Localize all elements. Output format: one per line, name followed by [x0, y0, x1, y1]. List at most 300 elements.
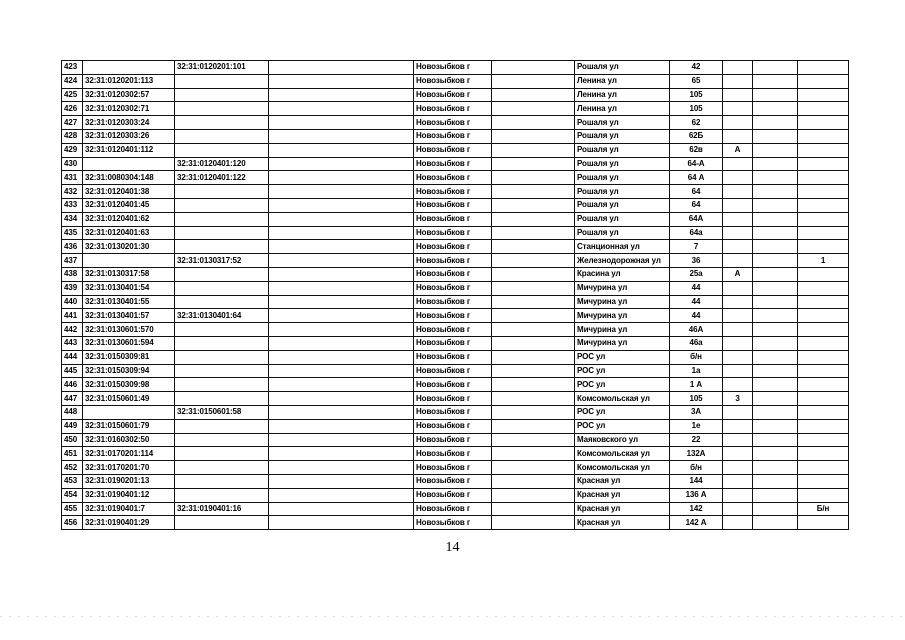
cell-cadastral-number: 32:31:0130401:57 [83, 309, 175, 323]
cell-street: Железнодорожная ул [575, 254, 670, 268]
cell-blank-col [269, 309, 414, 323]
cell-row-number: 439 [62, 281, 83, 295]
cell-street: Комсомольская ул [575, 461, 670, 475]
cell-row-number: 437 [62, 254, 83, 268]
cell-blank-col [269, 74, 414, 88]
cell-cadastral-number: 32:31:0170201:70 [83, 461, 175, 475]
cell-blank-col [269, 364, 414, 378]
cell-house-number: 142 А [670, 516, 723, 530]
cell-blank-col [269, 295, 414, 309]
cell-building [723, 336, 753, 350]
cell-house-number: 42 [670, 61, 723, 75]
table-row [62, 419, 849, 433]
cell-extra [798, 392, 849, 406]
cell-extra [798, 364, 849, 378]
cell-blank-col-2 [492, 419, 575, 433]
cell-blank-col-2 [492, 433, 575, 447]
cell-city: Новозыбков г [414, 171, 492, 185]
cell-cadastral-number-2 [175, 198, 269, 212]
cell-cadastral-number-2 [175, 419, 269, 433]
cell-blank-col [269, 474, 414, 488]
cell-blank-col-2 [492, 116, 575, 130]
cell-blank-col [269, 281, 414, 295]
cell-house-number: 7 [670, 240, 723, 254]
cell-house-number: 44 [670, 281, 723, 295]
table-row [62, 461, 849, 475]
cell-cadastral-number-2 [175, 129, 269, 143]
cell-cadastral-number-2 [175, 240, 269, 254]
cell-cadastral-number: 32:31:0170201:114 [83, 447, 175, 461]
cell-extra: Б/н [798, 502, 849, 516]
cell-blank-col-2 [492, 198, 575, 212]
cell-building [723, 102, 753, 116]
cell-cadastral-number: 32:31:0120302:57 [83, 88, 175, 102]
cell-extra [798, 336, 849, 350]
cell-row-number: 451 [62, 447, 83, 461]
cell-row-number: 425 [62, 88, 83, 102]
cell-row-number: 452 [62, 461, 83, 475]
cell-extra [798, 461, 849, 475]
table-row [62, 212, 849, 226]
cell-blank-col [269, 419, 414, 433]
table-row [62, 474, 849, 488]
cell-city: Новозыбков г [414, 74, 492, 88]
cell-row-number: 435 [62, 226, 83, 240]
cell-blank-col-2 [492, 447, 575, 461]
cell-building [723, 254, 753, 268]
cell-cadastral-number-2 [175, 516, 269, 530]
cell-cadastral-number-2 [175, 281, 269, 295]
cell-street: Ленина ул [575, 88, 670, 102]
cell-house-number: 64А [670, 212, 723, 226]
cell-blank-col [269, 88, 414, 102]
cell-blank-col-2 [492, 405, 575, 419]
cell-street: Рошаля ул [575, 143, 670, 157]
cell-blank-col-3 [753, 488, 798, 502]
cell-row-number: 442 [62, 323, 83, 337]
cell-cadastral-number: 32:31:0150309:81 [83, 350, 175, 364]
cell-blank-col-2 [492, 474, 575, 488]
cell-cadastral-number-2: 32:31:0120201:101 [175, 61, 269, 75]
cell-blank-col-2 [492, 336, 575, 350]
cell-row-number: 443 [62, 336, 83, 350]
cell-cadastral-number: 32:31:0150601:79 [83, 419, 175, 433]
cell-blank-col [269, 157, 414, 171]
cell-street: Рошаля ул [575, 61, 670, 75]
cell-cadastral-number-2 [175, 267, 269, 281]
cell-extra [798, 350, 849, 364]
cell-building [723, 116, 753, 130]
cell-blank-col-2 [492, 143, 575, 157]
cell-extra [798, 405, 849, 419]
cell-blank-col-2 [492, 378, 575, 392]
cell-blank-col-3 [753, 102, 798, 116]
cell-row-number: 444 [62, 350, 83, 364]
cell-blank-col-3 [753, 226, 798, 240]
cell-street: Рошаля ул [575, 157, 670, 171]
cell-house-number: 25а [670, 267, 723, 281]
cell-building [723, 226, 753, 240]
cell-building [723, 502, 753, 516]
cell-blank-col-3 [753, 323, 798, 337]
cell-blank-col-2 [492, 171, 575, 185]
table-row [62, 267, 849, 281]
cell-blank-col-3 [753, 419, 798, 433]
cell-blank-col-2 [492, 461, 575, 475]
cell-building [723, 281, 753, 295]
cell-row-number: 431 [62, 171, 83, 185]
cell-blank-col-2 [492, 254, 575, 268]
cell-street: РОС ул [575, 364, 670, 378]
table-row [62, 392, 849, 406]
cell-blank-col-2 [492, 488, 575, 502]
cell-row-number: 423 [62, 61, 83, 75]
cell-city: Новозыбков г [414, 129, 492, 143]
cell-street: Рошаля ул [575, 212, 670, 226]
cell-cadastral-number-2: 32:31:0130317:52 [175, 254, 269, 268]
cell-city: Новозыбков г [414, 364, 492, 378]
cell-house-number: 65 [670, 74, 723, 88]
cell-city: Новозыбков г [414, 502, 492, 516]
cell-row-number: 441 [62, 309, 83, 323]
cell-cadastral-number: 32:31:0160302:50 [83, 433, 175, 447]
cell-house-number: 105 [670, 102, 723, 116]
cell-blank-col-3 [753, 502, 798, 516]
cell-blank-col [269, 254, 414, 268]
cell-building [723, 419, 753, 433]
cell-blank-col-2 [492, 88, 575, 102]
cell-blank-col [269, 171, 414, 185]
table-row [62, 198, 849, 212]
cell-cadastral-number: 32:31:0120401:62 [83, 212, 175, 226]
cell-blank-col [269, 143, 414, 157]
cell-building: А [723, 267, 753, 281]
cell-blank-col [269, 392, 414, 406]
cell-city: Новозыбков г [414, 185, 492, 199]
cell-cadastral-number-2 [175, 474, 269, 488]
table-row [62, 88, 849, 102]
cell-cadastral-number: 32:31:0120401:45 [83, 198, 175, 212]
cell-blank-col [269, 405, 414, 419]
cell-house-number: 62в [670, 143, 723, 157]
cell-city: Новозыбков г [414, 405, 492, 419]
cell-row-number: 448 [62, 405, 83, 419]
cell-street: Мичурина ул [575, 309, 670, 323]
table-row [62, 116, 849, 130]
cell-extra [798, 143, 849, 157]
cell-blank-col-3 [753, 392, 798, 406]
cell-blank-col-2 [492, 226, 575, 240]
cell-row-number: 432 [62, 185, 83, 199]
cell-blank-col-3 [753, 336, 798, 350]
cell-cadastral-number: 32:31:0190201:13 [83, 474, 175, 488]
table-row [62, 447, 849, 461]
cell-street: Мичурина ул [575, 336, 670, 350]
cell-blank-col-3 [753, 516, 798, 530]
cell-cadastral-number-2: 32:31:0120401:122 [175, 171, 269, 185]
cell-city: Новозыбков г [414, 488, 492, 502]
cell-blank-col [269, 198, 414, 212]
cell-extra [798, 61, 849, 75]
cell-cadastral-number-2 [175, 392, 269, 406]
cell-building [723, 378, 753, 392]
cell-city: Новозыбков г [414, 281, 492, 295]
scan-artifact-line [0, 616, 905, 617]
cell-row-number: 427 [62, 116, 83, 130]
page-number: 14 [445, 540, 460, 555]
cell-blank-col-3 [753, 198, 798, 212]
cell-blank-col-2 [492, 61, 575, 75]
cell-street: Красина ул [575, 267, 670, 281]
cell-row-number: 453 [62, 474, 83, 488]
cell-house-number: 62Б [670, 129, 723, 143]
table-row [62, 171, 849, 185]
cell-cadastral-number: 32:31:0120401:112 [83, 143, 175, 157]
cell-house-number: 136 А [670, 488, 723, 502]
cell-cadastral-number: 32:31:0120303:24 [83, 116, 175, 130]
cell-cadastral-number-2 [175, 102, 269, 116]
cell-blank-col-2 [492, 240, 575, 254]
cell-blank-col-3 [753, 171, 798, 185]
cell-street: РОС ул [575, 378, 670, 392]
cell-house-number: 64а [670, 226, 723, 240]
cell-house-number: 64 [670, 185, 723, 199]
cell-cadastral-number [83, 254, 175, 268]
cell-extra [798, 419, 849, 433]
cell-cadastral-number-2 [175, 350, 269, 364]
cell-blank-col [269, 240, 414, 254]
cell-city: Новозыбков г [414, 116, 492, 130]
cell-extra [798, 447, 849, 461]
cell-house-number: 64 А [670, 171, 723, 185]
cell-blank-col-2 [492, 185, 575, 199]
cell-city: Новозыбков г [414, 392, 492, 406]
cell-building [723, 295, 753, 309]
cell-blank-col-2 [492, 267, 575, 281]
cell-cadastral-number-2 [175, 461, 269, 475]
cell-cadastral-number-2 [175, 323, 269, 337]
cell-cadastral-number-2 [175, 185, 269, 199]
cell-row-number: 446 [62, 378, 83, 392]
cell-cadastral-number-2: 32:31:0190401:16 [175, 502, 269, 516]
cell-cadastral-number [83, 405, 175, 419]
cell-extra [798, 116, 849, 130]
cell-cadastral-number: 32:31:0120302:71 [83, 102, 175, 116]
cell-blank-col-3 [753, 61, 798, 75]
table-row [62, 157, 849, 171]
cell-blank-col-3 [753, 295, 798, 309]
cell-building [723, 323, 753, 337]
cell-extra [798, 157, 849, 171]
cell-blank-col-3 [753, 143, 798, 157]
cell-blank-col [269, 61, 414, 75]
cell-city: Новозыбков г [414, 240, 492, 254]
cell-blank-col [269, 461, 414, 475]
cell-blank-col-3 [753, 129, 798, 143]
cell-building [723, 516, 753, 530]
cell-blank-col-3 [753, 461, 798, 475]
cell-extra [798, 240, 849, 254]
cell-blank-col-2 [492, 281, 575, 295]
cell-street: Красная ул [575, 474, 670, 488]
cell-row-number: 438 [62, 267, 83, 281]
table-row [62, 350, 849, 364]
cell-row-number: 430 [62, 157, 83, 171]
cell-city: Новозыбков г [414, 419, 492, 433]
cell-extra [798, 295, 849, 309]
cell-cadastral-number-2: 32:31:0130401:64 [175, 309, 269, 323]
cell-street: Рошаля ул [575, 198, 670, 212]
cell-cadastral-number-2 [175, 336, 269, 350]
cell-cadastral-number-2 [175, 88, 269, 102]
cell-blank-col-2 [492, 392, 575, 406]
cell-blank-col [269, 516, 414, 530]
cell-house-number: 44 [670, 295, 723, 309]
cell-house-number: б/н [670, 350, 723, 364]
cell-blank-col [269, 350, 414, 364]
cell-extra [798, 267, 849, 281]
cell-cadastral-number: 32:31:0190401:12 [83, 488, 175, 502]
cell-house-number: 142 [670, 502, 723, 516]
cell-cadastral-number: 32:31:0130601:594 [83, 336, 175, 350]
table-row [62, 226, 849, 240]
table-row [62, 516, 849, 530]
cell-blank-col-3 [753, 350, 798, 364]
cell-city: Новозыбков г [414, 309, 492, 323]
table-row [62, 309, 849, 323]
cell-cadastral-number: 32:31:0080304:148 [83, 171, 175, 185]
cell-street: Рошаля ул [575, 129, 670, 143]
cell-cadastral-number-2: 32:31:0150601:58 [175, 405, 269, 419]
cell-extra [798, 226, 849, 240]
cell-extra [798, 88, 849, 102]
cell-blank-col-2 [492, 129, 575, 143]
cell-blank-col [269, 129, 414, 143]
cell-building [723, 212, 753, 226]
table-row [62, 336, 849, 350]
cell-city: Новозыбков г [414, 212, 492, 226]
cell-street: Комсомольская ул [575, 392, 670, 406]
cell-building [723, 129, 753, 143]
cell-blank-col [269, 323, 414, 337]
cell-cadastral-number: 32:31:0130317:58 [83, 267, 175, 281]
cell-row-number: 456 [62, 516, 83, 530]
table-row [62, 323, 849, 337]
cell-city: Новозыбков г [414, 254, 492, 268]
cell-row-number: 447 [62, 392, 83, 406]
records-table [61, 60, 849, 530]
cell-cadastral-number: 32:31:0190401:7 [83, 502, 175, 516]
cell-row-number: 449 [62, 419, 83, 433]
cell-blank-col-2 [492, 157, 575, 171]
table-row [62, 433, 849, 447]
cell-house-number: 62 [670, 116, 723, 130]
cell-blank-col-3 [753, 240, 798, 254]
cell-blank-col [269, 116, 414, 130]
cell-extra [798, 74, 849, 88]
cell-blank-col-3 [753, 433, 798, 447]
table-row [62, 61, 849, 75]
cell-blank-col [269, 433, 414, 447]
cell-house-number: 105 [670, 88, 723, 102]
cell-cadastral-number: 32:31:0120303:26 [83, 129, 175, 143]
cell-city: Новозыбков г [414, 378, 492, 392]
cell-house-number: 46а [670, 336, 723, 350]
cell-extra: 1 [798, 254, 849, 268]
cell-house-number: 144 [670, 474, 723, 488]
cell-blank-col-3 [753, 116, 798, 130]
cell-house-number: 1е [670, 419, 723, 433]
cell-street: РОС ул [575, 419, 670, 433]
cell-building [723, 61, 753, 75]
table-row [62, 378, 849, 392]
cell-cadastral-number: 32:31:0190401:29 [83, 516, 175, 530]
cell-house-number: 1 А [670, 378, 723, 392]
cell-blank-col-2 [492, 516, 575, 530]
cell-cadastral-number-2 [175, 447, 269, 461]
cell-building [723, 157, 753, 171]
cell-building [723, 88, 753, 102]
cell-extra [798, 281, 849, 295]
cell-house-number: 44 [670, 309, 723, 323]
cell-blank-col-3 [753, 267, 798, 281]
cell-street: Маяковского ул [575, 433, 670, 447]
cell-building [723, 447, 753, 461]
cell-house-number: 64 [670, 198, 723, 212]
cell-cadastral-number [83, 157, 175, 171]
cell-house-number: 1а [670, 364, 723, 378]
cell-blank-col-2 [492, 102, 575, 116]
cell-city: Новозыбков г [414, 143, 492, 157]
cell-building [723, 309, 753, 323]
cell-row-number: 450 [62, 433, 83, 447]
cell-cadastral-number-2 [175, 295, 269, 309]
cell-blank-col-3 [753, 447, 798, 461]
cell-city: Новозыбков г [414, 516, 492, 530]
cell-building: А [723, 143, 753, 157]
cell-blank-col-2 [492, 295, 575, 309]
cell-blank-col [269, 226, 414, 240]
table-row [62, 488, 849, 502]
cell-street: Ленина ул [575, 102, 670, 116]
cell-blank-col-3 [753, 185, 798, 199]
table-row [62, 281, 849, 295]
cell-city: Новозыбков г [414, 295, 492, 309]
cell-street: РОС ул [575, 350, 670, 364]
table-row [62, 74, 849, 88]
cell-city: Новозыбков г [414, 267, 492, 281]
cell-city: Новозыбков г [414, 88, 492, 102]
table-row [62, 102, 849, 116]
cell-blank-col-3 [753, 212, 798, 226]
cell-blank-col [269, 502, 414, 516]
cell-building [723, 474, 753, 488]
cell-street: Мичурина ул [575, 295, 670, 309]
records-table-body [62, 61, 849, 530]
cell-extra [798, 474, 849, 488]
cell-cadastral-number-2 [175, 433, 269, 447]
cell-cadastral-number-2 [175, 364, 269, 378]
table-row [62, 364, 849, 378]
cell-blank-col-3 [753, 378, 798, 392]
cell-extra [798, 212, 849, 226]
cell-cadastral-number: 32:31:0150601:49 [83, 392, 175, 406]
cell-cadastral-number [83, 61, 175, 75]
cell-extra [798, 171, 849, 185]
cell-building [723, 198, 753, 212]
cell-row-number: 454 [62, 488, 83, 502]
cell-city: Новозыбков г [414, 226, 492, 240]
